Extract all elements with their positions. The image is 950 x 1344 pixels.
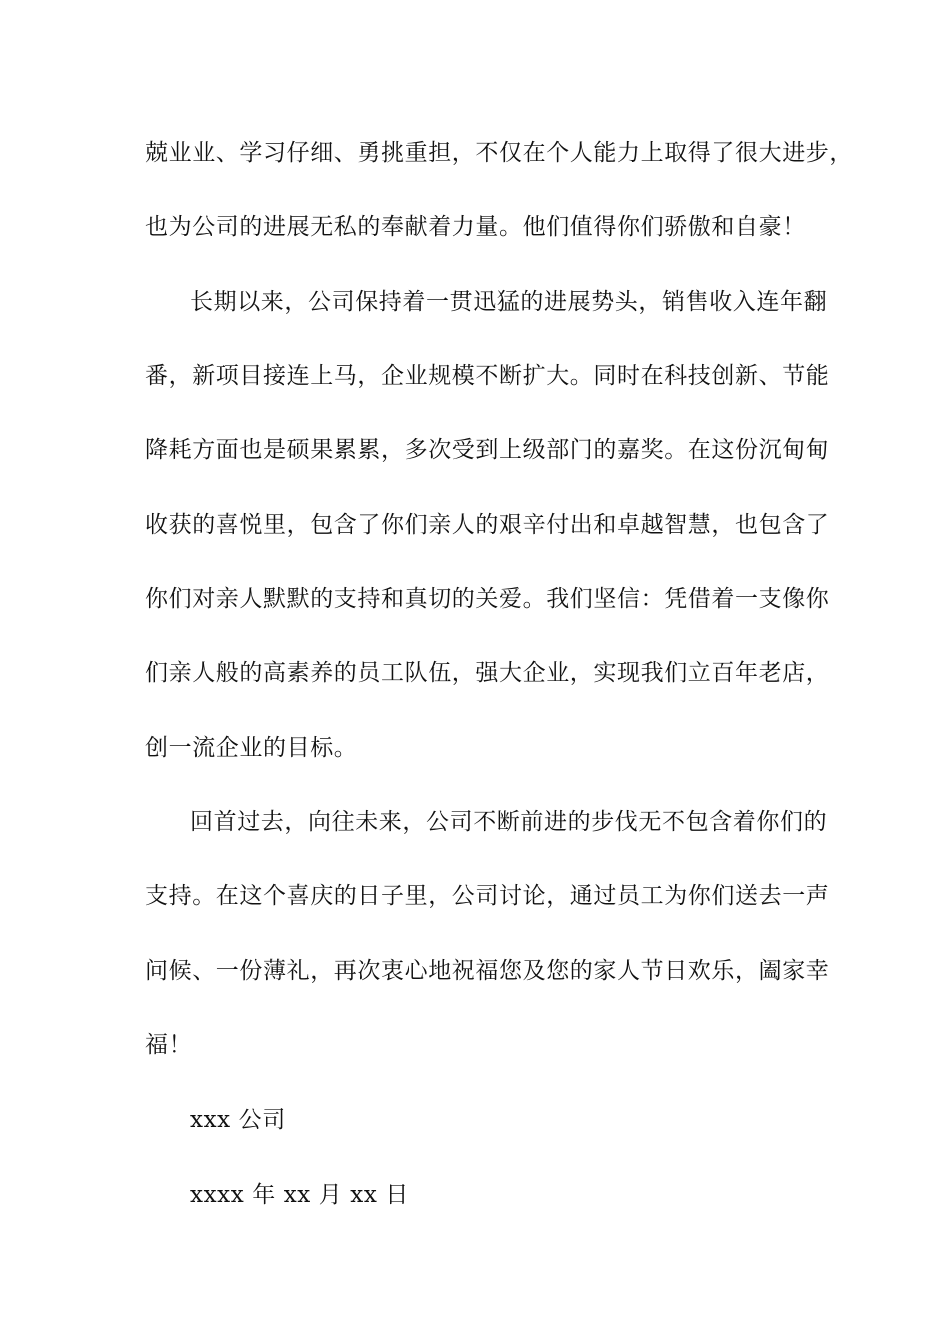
- signature-date: xxxx 年 xx 月 xx 日: [190, 1182, 409, 1208]
- body-line: 收获的喜悦里，包含了你们亲人的艰辛付出和卓越智慧，也包含了: [145, 512, 830, 538]
- body-line: 你们对亲人默默的支持和真切的关爱。我们坚信：凭借着一支像你: [145, 586, 830, 612]
- signature-company: xxx 公司: [190, 1107, 286, 1133]
- body-line: 们亲人般的高素养的员工队伍，强大企业，实现我们立百年老店，: [145, 660, 830, 686]
- body-line: 降耗方面也是硕果累累，多次受到上级部门的嘉奖。在这份沉甸甸: [145, 437, 830, 463]
- paragraph-start-line: 回首过去，向往未来，公司不断前进的步伐无不包含着你们的: [190, 809, 828, 835]
- body-line: 支持。在这个喜庆的日子里，公司讨论，通过员工为你们送去一声: [145, 883, 830, 909]
- body-line: 也为公司的进展无私的奉献着力量。他们值得你们骄傲和自豪！: [145, 214, 806, 240]
- paragraph-start-line: 长期以来，公司保持着一贯迅猛的进展势头，销售收入连年翻: [190, 289, 828, 315]
- body-line: 福！: [145, 1032, 193, 1058]
- body-line: 番，新项目接连上马，企业规模不断扩大。同时在科技创新、节能: [145, 363, 830, 389]
- body-line: 创一流企业的目标。: [145, 735, 358, 761]
- body-line: 兢业业、学习仔细、勇挑重担，不仅在个人能力上取得了很大进步，: [145, 140, 853, 166]
- body-line: 问候、一份薄礼，再次衷心地祝福您及您的家人节日欢乐，阖家幸: [145, 958, 830, 984]
